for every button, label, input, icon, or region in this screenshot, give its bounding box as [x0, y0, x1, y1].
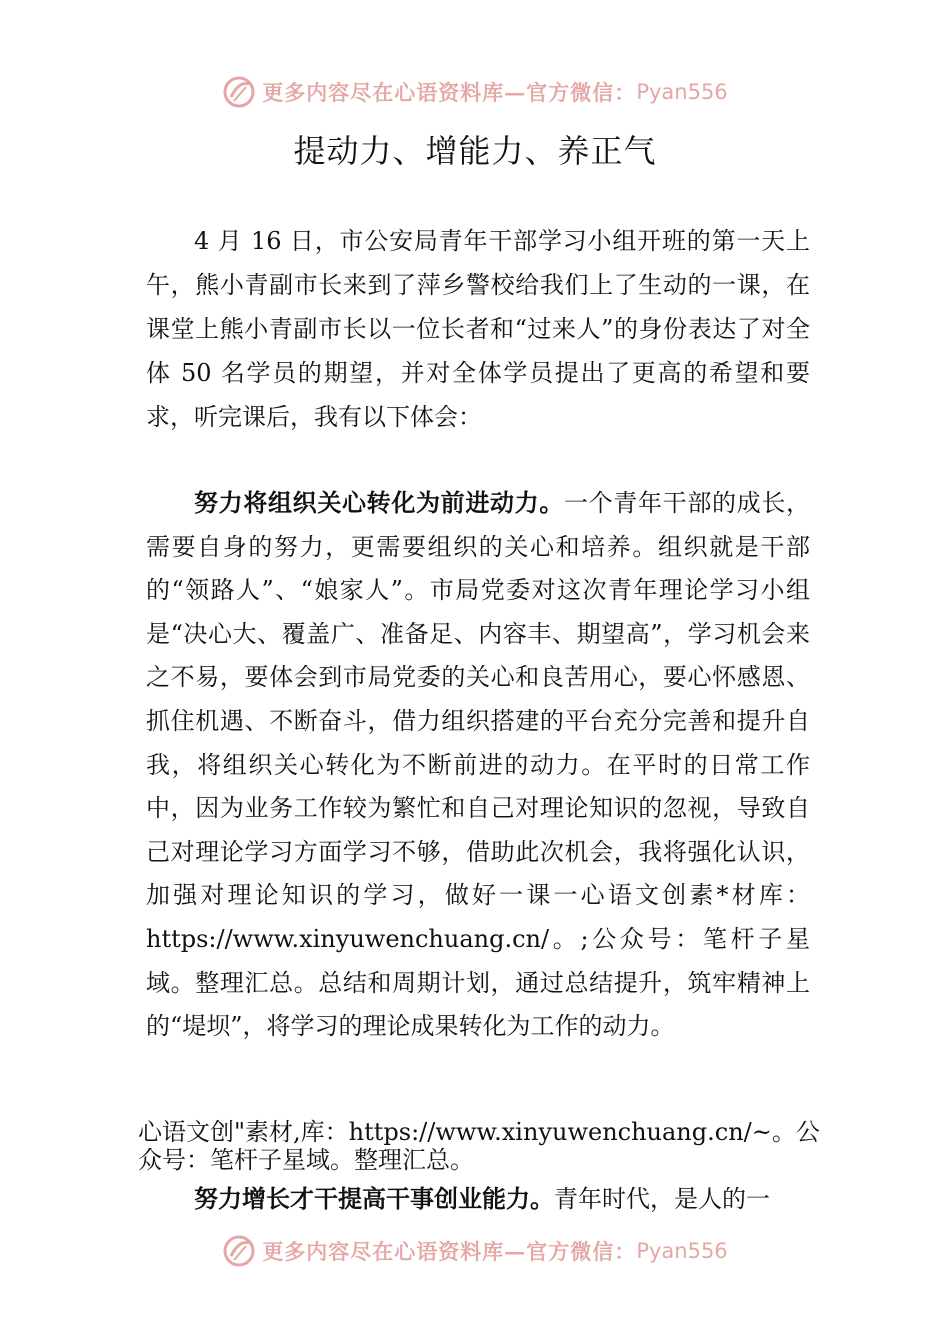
paragraph-body: 一个青年干部的成长，需要自身的努力，更需要组织的关心和培养。组织就是干部的“领路人”、“娘家人”。市局党委对这次青年理论学习小组是“决心大、覆盖广、准备足、内容丰、期望高”，学习机会来之不易，要体会到市局党委的关心和良苦用心，要心怀感恩、抓住机遇、不断奋斗，借力组织搭建的平台充分完善和提升自我，将组织关心转化为不断前进的动力。在平时的日常工作中，因为业务工作较为繁忙和自己对理论知识的忽视，导致自己对理论学习方面学习不够，借助此次机会，我将强化认识，加强对理论知识的学习，做好一课一心语文创素*材库：https://www.xinyuwenchuang.cn/。;公众号：笔杆子星域。整理汇总。总结和周期计划，通过总结提升，筑牢精神上的“堤坝”，将学习的理论成果转化为工作的动力。: [146, 489, 810, 1041]
paragraph-intro: 4 月 16 日，市公安局青年干部学习小组开班的第一天上午，熊小青副市长来到了萍乡警校给我们上了生动的一课，在课堂上熊小青副市长以一位长者和“过来人”的身份表达了对全体 50 名学员的期望，并对全体学员提出了更高的希望和要求，听完课后，我有以下体会：: [146, 227, 810, 431]
paragraph-ability: [146, 1178, 810, 1222]
paragraph-organization: [146, 482, 810, 1049]
paragraph-body: 青年时代，是人的一: [554, 1185, 770, 1213]
footer-watermark: [0, 1231, 950, 1271]
watermark-text: 更多内容尽在心语资料库—官方微信：: [262, 80, 637, 105]
paragraph-lead: 努力增长才干提高干事创业能力。: [194, 1185, 554, 1213]
header-watermark: [0, 72, 950, 112]
watermark-text: 更多内容尽在心语资料库—官方微信：: [262, 1239, 637, 1264]
logo-icon: [222, 1234, 256, 1268]
source-note: 心语文创"素材,库：https://www.xinyuwenchuang.cn/~。公众号：笔杆子星域。整理汇总。: [138, 1118, 820, 1174]
logo-icon: [222, 75, 256, 109]
paragraph-lead: 努力将组织关心转化为前进动力。: [194, 489, 564, 517]
page-title: 提动力、增能力、养正气: [293, 132, 657, 170]
watermark-wechat-id: Pyan556: [636, 80, 728, 104]
watermark-wechat-id: Pyan556: [636, 1239, 728, 1263]
